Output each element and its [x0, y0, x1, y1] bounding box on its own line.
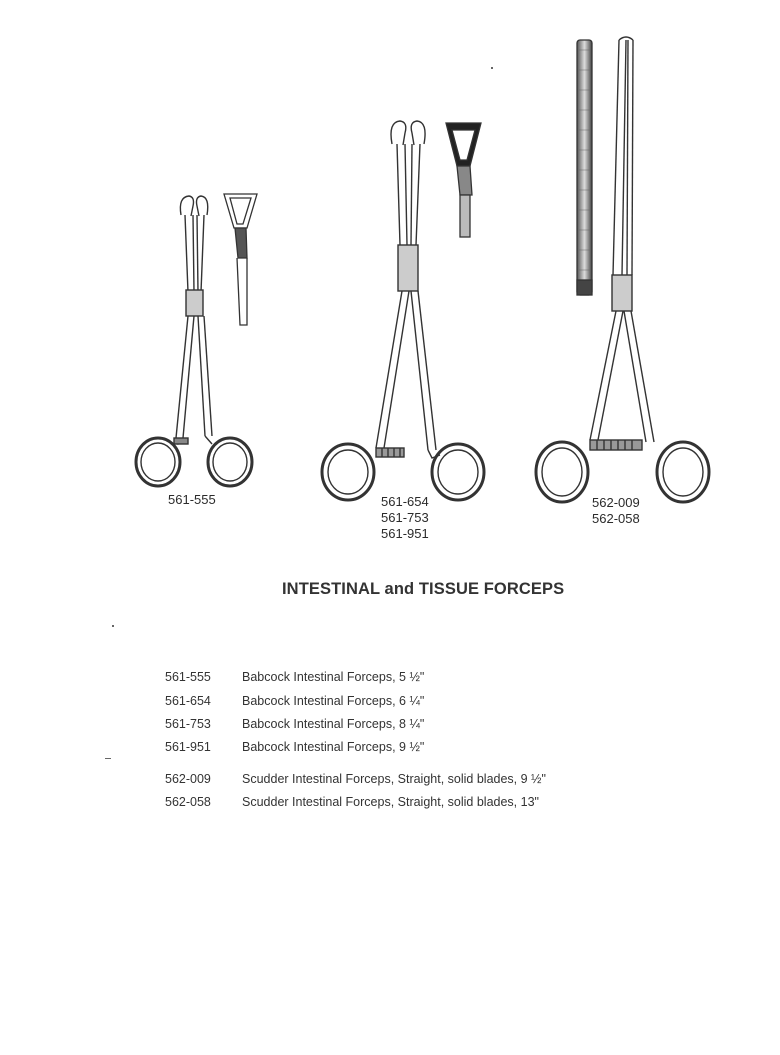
item-code: 562-009 — [165, 772, 211, 786]
scudder-blade-detail — [577, 40, 592, 295]
item-description: Babcock Intestinal Forceps, 9 ½" — [242, 740, 425, 754]
item-code: 561-654 — [165, 694, 211, 708]
scan-speck — [112, 625, 114, 627]
babcock-jaw-detail-medium — [446, 123, 481, 237]
scan-speck — [491, 67, 493, 69]
item-description: Babcock Intestinal Forceps, 6 ¼" — [242, 694, 425, 708]
item-code: 562-058 — [165, 795, 211, 809]
item-code: 561-555 — [165, 670, 211, 684]
item-code: 561-951 — [165, 740, 211, 754]
item-description: Babcock Intestinal Forceps, 8 ¼" — [242, 717, 425, 731]
item-description: Babcock Intestinal Forceps, 5 ½" — [242, 670, 425, 684]
label-562-058: 562-058 — [592, 511, 640, 526]
label-561-951: 561-951 — [381, 526, 429, 541]
label-561-654: 561-654 — [381, 494, 429, 509]
page-title: INTESTINAL and TISSUE FORCEPS — [282, 580, 565, 598]
scan-speck — [105, 758, 111, 759]
label-561-555: 561-555 — [168, 492, 216, 507]
scudder-forceps-illustration — [536, 37, 709, 502]
babcock-forceps-small-illustration — [136, 196, 252, 486]
babcock-jaw-detail-small — [224, 194, 257, 325]
label-561-753: 561-753 — [381, 510, 429, 525]
item-code: 561-753 — [165, 717, 211, 731]
item-description: Scudder Intestinal Forceps, Straight, solid blades, 9 ½" — [242, 772, 546, 786]
item-description: Scudder Intestinal Forceps, Straight, solid blades, 13" — [242, 795, 539, 809]
label-562-009: 562-009 — [592, 495, 640, 510]
